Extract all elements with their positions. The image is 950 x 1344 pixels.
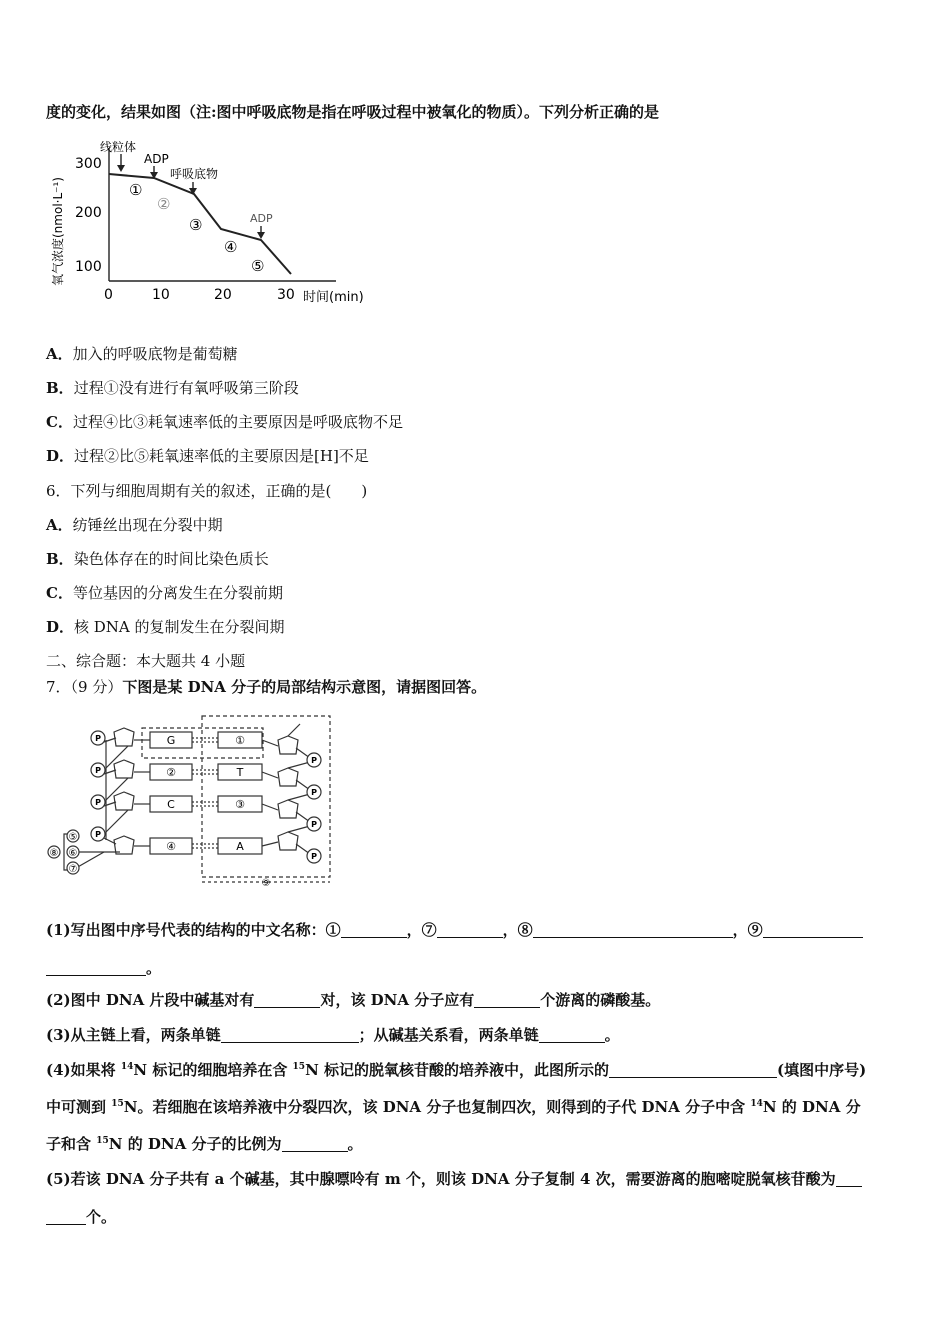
- oxygen-concentration-graph: [46, 136, 386, 308]
- phosphate-text-l2: P: [95, 766, 101, 775]
- base-label-c: C: [167, 798, 175, 811]
- q7-sub1-line1: (1)写出图中序号代表的结构的中文名称：① ，⑦ ，⑧ ，⑨: [46, 920, 863, 940]
- label-adp-1: ADP: [144, 152, 169, 166]
- right-sugar-3: [278, 800, 298, 818]
- q6-option-d: D．核 DNA 的复制发生在分裂间期: [46, 618, 285, 636]
- y-axis-label: 氧气浓度(nmol·L⁻¹): [51, 177, 65, 286]
- base-label-1: ①: [235, 734, 245, 747]
- x-tick-20: 20: [214, 287, 232, 303]
- q5-option-b: B．过程①没有进行有氧呼吸第三阶段: [46, 379, 299, 397]
- blank-8[interactable]: [533, 923, 733, 938]
- blank-9[interactable]: [763, 923, 863, 938]
- q6-stem: 6．下列与细胞周期有关的叙述，正确的是( ): [46, 482, 368, 500]
- q7-sub5-line1: (5)若该 DNA 分子共有 a 个碱基，其中腺嘌呤有 m 个，则该 DNA 分子复制 4 次，需要游离的胞嘧啶脱氧核苷酸为: [46, 1169, 862, 1189]
- q5-option-c: C．过程④比③耗氧速率低的主要原因是呼吸底物不足: [46, 413, 403, 431]
- q7-sub5-line2: 个。: [46, 1207, 116, 1227]
- stage-1: ①: [129, 181, 143, 199]
- stage-5: ⑤: [251, 257, 265, 275]
- arrowhead-adp-2: [257, 232, 265, 239]
- blank-cytosine-count[interactable]: [836, 1172, 862, 1187]
- blank-7[interactable]: [437, 923, 503, 938]
- blank-base-relation[interactable]: [539, 1028, 605, 1043]
- label-mitochondria: 线粒体: [100, 140, 137, 154]
- y-tick-100: 100: [75, 259, 102, 275]
- stage-3: ③: [189, 216, 203, 234]
- base-label-2: ②: [166, 766, 176, 779]
- phosphate-text-r1: P: [311, 756, 317, 765]
- x-tick-0: 0: [104, 287, 113, 303]
- q7-sub4-line1: (4)如果将 $^{14}$N 标记的细胞培养在含 $^{15}$N 标记的脱氧核苷酸的培养液中，此图所示的 (填图中序号): [46, 1061, 867, 1079]
- arrowhead-mitochondria: [117, 165, 125, 172]
- stage-4: ④: [224, 238, 238, 256]
- blank-free-phosphate[interactable]: [474, 993, 540, 1008]
- dna-structure-diagram: [44, 712, 336, 888]
- q7-sub4-line2: 中可测到 $^{15}$N。若细胞在该培养液中分裂四次，该 DNA 分子也复制四次，则得到的子代 DNA 分子中含 $^{14}$N 的 DNA 分: [46, 1098, 861, 1116]
- right-sugar-1: [278, 736, 298, 754]
- phosphate-text-l3: P: [95, 798, 101, 807]
- phosphate-text-l4: P: [95, 830, 101, 839]
- blank-1[interactable]: [341, 923, 407, 938]
- left-sugar-4: [114, 836, 134, 854]
- q7-sub4-line3: 子和含 $^{15}$N 的 DNA 分子的比例为 。: [46, 1135, 363, 1153]
- q5-option-a: A．加入的呼吸底物是葡萄糖: [46, 345, 238, 363]
- x-tick-10: 10: [152, 287, 170, 303]
- left-sugar-1: [114, 728, 134, 746]
- q5-intro: 度的变化，结果如图（注:图中呼吸底物是指在呼吸过程中被氧化的物质）。下列分析正确的是: [46, 103, 660, 121]
- x-axis-label: 时间(min): [303, 290, 364, 305]
- y-tick-200: 200: [75, 205, 102, 221]
- base-label-t: T: [236, 766, 244, 779]
- q5-option-d: D．过程②比⑤耗氧速率低的主要原因是[H]不足: [46, 447, 369, 465]
- blank-9-cont[interactable]: [46, 961, 146, 976]
- side-label-8: ⑧: [49, 848, 59, 859]
- left-sugar-2: [114, 760, 134, 778]
- side-label-6: ⑥: [68, 848, 78, 859]
- base-label-4: ④: [166, 840, 176, 853]
- q7-sub2: (2)图中 DNA 片段中碱基对有 对，该 DNA 分子应有 个游离的磷酸基。: [46, 991, 661, 1009]
- base-label-3: ③: [235, 798, 245, 811]
- section-2-title: 二、综合题：本大题共 4 小题: [46, 652, 246, 670]
- x-tick-30: 30: [277, 287, 295, 303]
- blank-base-pairs[interactable]: [254, 993, 320, 1008]
- left-sugar-3: [114, 792, 134, 810]
- blank-labeled-part[interactable]: [609, 1063, 777, 1078]
- q6-option-c: C．等位基因的分离发生在分裂前期: [46, 584, 283, 602]
- phosphate-text-r4: P: [311, 852, 317, 861]
- base-label-g: G: [166, 734, 176, 747]
- side-label-7: ⑦: [68, 864, 78, 875]
- bottom-label-9: ⑨: [261, 878, 271, 888]
- y-tick-300: 300: [75, 156, 102, 172]
- label-substrate: 呼吸底物: [170, 167, 219, 181]
- q7-stem: 7．（9 分）下图是某 DNA 分子的局部结构示意图，请据图回答。: [46, 678, 487, 696]
- right-sugar-2: [278, 768, 298, 786]
- side-label-5: ⑤: [68, 832, 78, 843]
- phosphate-text-r3: P: [311, 820, 317, 829]
- phosphate-text-l1: P: [95, 734, 101, 743]
- phosphate-text-r2: P: [311, 788, 317, 797]
- base-label-a: A: [236, 840, 244, 853]
- blank-backbone-relation[interactable]: [221, 1028, 359, 1043]
- blank-ratio[interactable]: [282, 1137, 348, 1152]
- label-adp-2: ADP: [250, 212, 273, 225]
- q6-option-b: B．染色体存在的时间比染色质长: [46, 550, 269, 568]
- right-sugar-4: [278, 832, 298, 850]
- q7-sub1-line2: 。: [46, 958, 161, 978]
- q7-sub3: (3)从主链上看，两条单链 ；从碱基关系看，两条单链 。: [46, 1026, 620, 1044]
- blank-cytosine-count-cont[interactable]: [46, 1210, 86, 1225]
- q6-option-a: A．纺锤丝出现在分裂中期: [46, 516, 223, 534]
- stage-2: ②: [157, 195, 171, 213]
